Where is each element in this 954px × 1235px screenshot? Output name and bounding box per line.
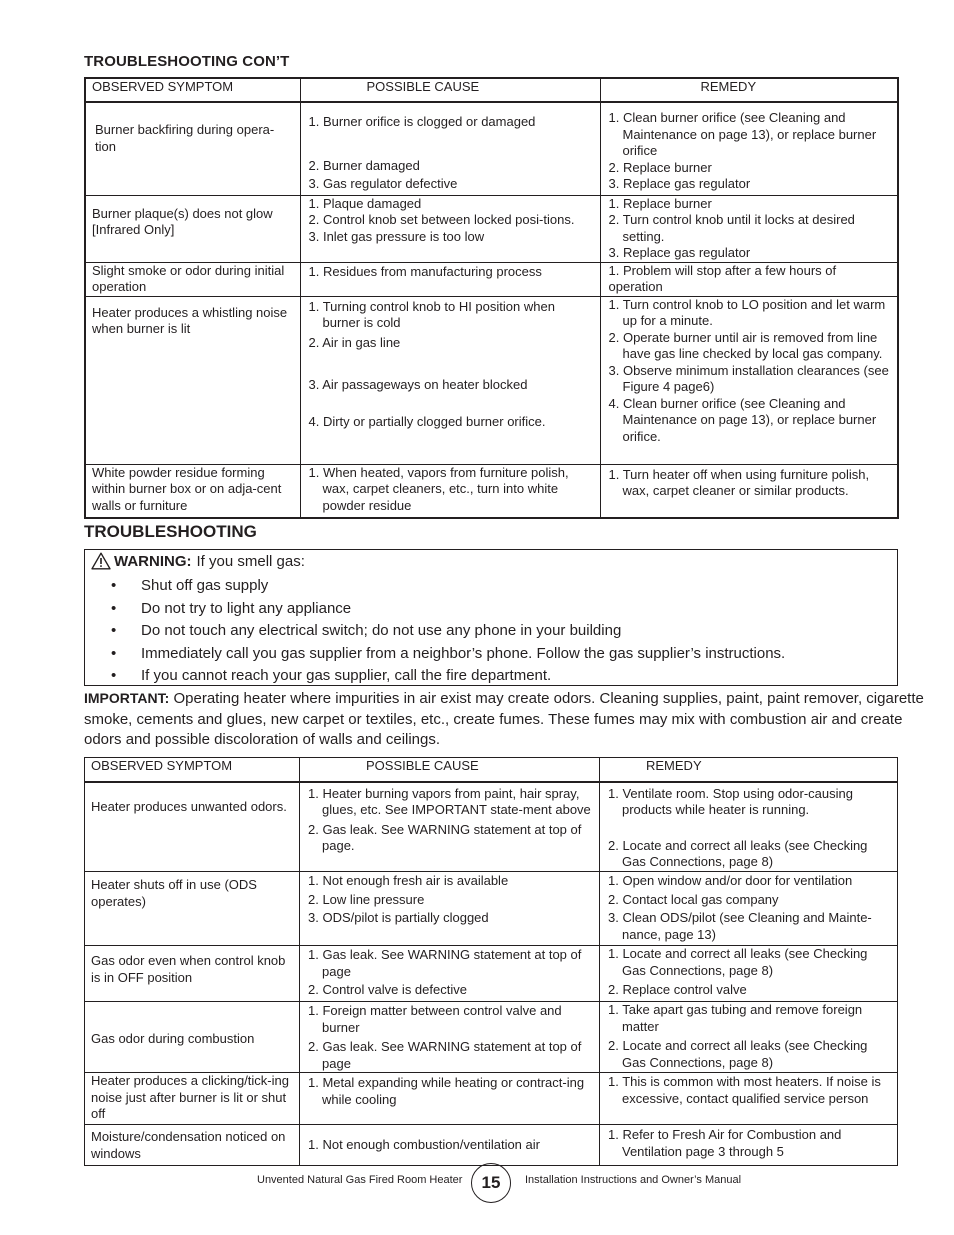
symptom-text: Slight smoke or odor during initial operation: [92, 262, 285, 294]
page-number: 15: [471, 1163, 511, 1203]
important-label: IMPORTANT:: [84, 690, 170, 706]
cause-item: 4. Dirty or partially clogged burner orifice.: [308, 413, 546, 429]
list-item: • Do not try to light any appliance: [111, 598, 785, 621]
cause-item: 2. Gas leak. See WARNING statement at top of page.: [308, 821, 582, 853]
warning-triangle-icon: [91, 552, 111, 570]
cause-item: 1. Foreign matter between control valve and burner: [308, 1003, 562, 1035]
section-heading-troubleshooting: TROUBLESHOOTING: [84, 522, 257, 541]
symptom-text: Gas odor during combustion: [91, 1031, 255, 1046]
remedy-item: 1. Refer to Fresh Air for Combustion and Ventilation page 3 through 5: [608, 1127, 842, 1159]
section-heading-continued: TROUBLESHOOTING CON’T: [84, 53, 290, 70]
remedy-item: 2. Locate and correct all leaks (see Checking Gas Connections, page 8): [608, 837, 868, 869]
cause-item: 3. Gas regulator defective: [308, 176, 458, 191]
header-remedy: REMEDY: [600, 758, 898, 782]
troubleshooting-table: [84, 757, 898, 1166]
cause-item: 3. Air passageways on heater blocked: [308, 377, 528, 392]
table-row: [85, 464, 898, 518]
remedy-item: 2. Contact local gas company: [608, 891, 779, 907]
table-row: [85, 946, 898, 1002]
remedy-item: 1. Open window and/or door for ventilation: [608, 873, 853, 888]
table-header-row: [85, 758, 898, 782]
remedy-item: 3. Replace gas regulator: [608, 245, 751, 260]
cause-item: 2. Air in gas line: [308, 334, 401, 350]
remedy-item: 2. Replace control valve: [608, 982, 747, 997]
cause-item: 1. Not enough combustion/ventilation air: [308, 1137, 540, 1152]
header-observed-symptom: OBSERVED SYMPTOM: [85, 78, 300, 102]
table-row: [85, 1125, 898, 1166]
important-note: [84, 688, 929, 751]
list-item: • If you cannot reach your gas supplier, call the fire department.: [111, 665, 785, 688]
remedy-item: 2. Locate and correct all leaks (see Checking Gas Connections, page 8): [608, 1038, 868, 1070]
warning-label: WARNING:: [114, 552, 192, 570]
cause-item: 2. Control knob set between locked posi-tions.: [308, 212, 575, 227]
remedy-item: 1. Take apart gas tubing and remove foreign matter: [608, 1002, 863, 1034]
table-row: [85, 872, 898, 946]
remedy-item: 1. Problem will stop after a few hours of operation: [608, 262, 837, 294]
warning-box: [84, 549, 898, 686]
cause-item: 3. Inlet gas pressure is too low: [308, 228, 485, 244]
table-row: [85, 296, 898, 464]
table-row: [85, 1073, 898, 1125]
list-item: • Do not touch any electrical switch; do not use any phone in your building: [111, 620, 785, 643]
remedy-item: 1. Locate and correct all leaks (see Checking Gas Connections, page 8): [608, 946, 868, 978]
cause-item: 2. Control valve is defective: [308, 982, 467, 997]
table-row: [85, 262, 898, 296]
symptom-text: Burner backfiring during opera-tion: [95, 122, 275, 154]
table-row: [85, 195, 898, 262]
important-text: Operating heater where impurities in air exist may create odors. Cleaning supplies, paint, paint remover, cigarette smoke, cements and glues, new carpet or textiles, etc., create fumes. These fumes may mix with combustion air and create odors and possible discoloration of walls and ceilings.: [84, 690, 924, 748]
remedy-item: 1. Ventilate room. Stop using odor-causing products while heater is running.: [608, 785, 853, 817]
bullet-icon: •: [111, 644, 117, 662]
bullet-icon: •: [111, 599, 117, 617]
table-header-row: [85, 78, 898, 102]
table-row: [85, 102, 898, 195]
symptom-text: Heater produces a whistling noise when burner is lit: [92, 304, 288, 336]
cause-item: 1. Residues from manufacturing process: [308, 263, 542, 279]
list-item: • Immediately call you gas supplier from a neighbor’s phone. Follow the gas supplier’s instructions.: [111, 643, 785, 666]
remedy-item: 3. Clean ODS/pilot (see Cleaning and Mainte-nance, page 13): [608, 910, 872, 942]
cause-item: 1. Plaque damaged: [308, 195, 422, 211]
page-footer: [0, 1163, 954, 1203]
remedy-item: 3. Replace gas regulator: [608, 176, 751, 191]
symptom-text: Burner plaque(s) does not glow [Infrared Only]: [92, 205, 273, 237]
warning-list: [111, 575, 785, 688]
symptom-text: Gas odor even when control knob is in OFF position: [91, 953, 286, 985]
remedy-item: 1. This is common with most heaters. If noise is excessive, contact qualified service person: [608, 1074, 881, 1106]
symptom-text: Heater produces a clicking/tick-ing noise just after burner is lit or shut off: [91, 1073, 289, 1121]
cause-item: 2. Low line pressure: [308, 891, 425, 907]
remedy-item: 1. Turn heater off when using furniture polish, wax, carpet cleaner or similar products.: [608, 466, 870, 498]
header-remedy: REMEDY: [600, 78, 898, 102]
cause-item: 1. Turning control knob to HI position when burner is cold: [308, 298, 555, 330]
bullet-icon: •: [111, 577, 117, 594]
cause-item: 1. Gas leak. See WARNING statement at top of page: [308, 947, 582, 979]
remedy-item: 2. Replace burner: [608, 159, 712, 175]
header-possible-cause: POSSIBLE CAUSE: [300, 78, 600, 102]
cause-item: 1. When heated, vapors from furniture polish, wax, carpet cleaners, etc., turn into white powder residue: [308, 464, 569, 513]
cause-item: 1. Not enough fresh air is available: [308, 873, 509, 888]
list-item: • Shut off gas supply: [111, 575, 785, 598]
footer-left-text: Unvented Natural Gas Fired Room Heater: [257, 1174, 463, 1186]
table-row: [85, 1002, 898, 1073]
remedy-item: 1. Turn control knob to LO position and let warm up for a minute.: [608, 296, 886, 328]
symptom-text: Moisture/condensation noticed on windows: [91, 1129, 286, 1161]
table-row: [85, 782, 898, 872]
header-observed-symptom: OBSERVED SYMPTOM: [85, 758, 300, 782]
remedy-item: 3. Observe minimum installation clearances (see Figure 4 page6): [608, 362, 889, 394]
symptom-text: Heater shuts off in use (ODS operates): [91, 877, 257, 909]
remedy-item: 4. Clean burner orifice (see Cleaning and Maintenance on page 13), or replace burner orifice.: [608, 395, 877, 444]
symptom-text: Heater produces unwanted odors.: [91, 798, 287, 814]
remedy-item: 1. Clean burner orifice (see Cleaning and Maintenance on page 13), or replace burner orifice: [608, 110, 877, 158]
header-possible-cause: POSSIBLE CAUSE: [300, 758, 600, 782]
cause-item: 1. Heater burning vapors from paint, hair spray, glues, etc. See IMPORTANT state-ment above: [308, 785, 591, 817]
bullet-icon: •: [111, 667, 117, 684]
footer-right-text: Installation Instructions and Owner’s Manual: [525, 1174, 742, 1186]
cause-item: 1. Burner orifice is clogged or damaged: [308, 114, 536, 129]
cause-item: 2. Gas leak. See WARNING statement at top of page: [308, 1039, 582, 1071]
symptom-text: White powder residue forming within burner box or on adja-cent walls or furniture: [92, 464, 282, 513]
warning-text: If you smell gas:: [196, 552, 305, 570]
warning-title: [91, 552, 305, 570]
cause-item: 3. ODS/pilot is partially clogged: [308, 910, 489, 925]
cause-item: 2. Burner damaged: [308, 157, 420, 173]
remedy-item: 1. Replace burner: [608, 195, 712, 211]
bullet-icon: •: [111, 622, 117, 639]
remedy-item: 2. Turn control knob until it locks at desired setting.: [608, 212, 855, 244]
remedy-item: 2. Operate burner until air is removed from line have gas line checked by local gas company.: [608, 329, 883, 361]
cause-item: 1. Metal expanding while heating or contract-ing while cooling: [308, 1075, 585, 1107]
troubleshooting-table-continued: [84, 77, 899, 519]
